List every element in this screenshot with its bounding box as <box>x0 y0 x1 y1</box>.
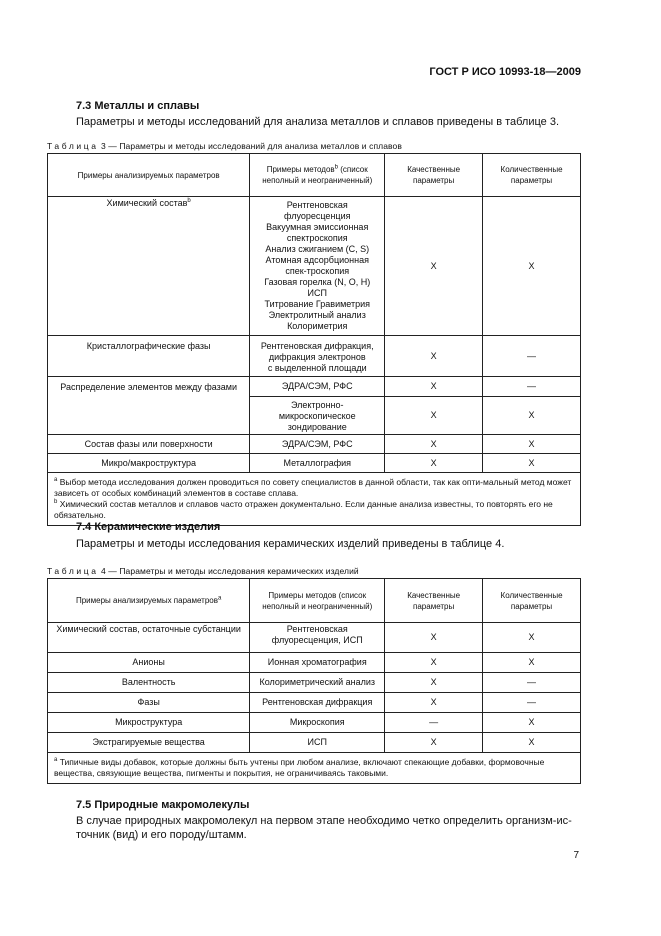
standard-header: ГОСТ Р ИСО 10993-18—2009 <box>429 66 581 78</box>
table-3-header-methods <box>250 154 385 197</box>
table-3-header-methods-b: (список неполный и неограниченный) <box>262 165 373 185</box>
table-cell-quantitative: X <box>483 623 581 653</box>
footnote-mark-a: a <box>217 595 222 602</box>
note-a-text: Типичные виды добавок, которые должны быть учтены при любом анализе, включают спекающие добавки, формовочные вещества, связующие вещества, пигменты и покрытия, не ограничиваясь таковыми. <box>54 757 545 778</box>
table-4-header-quantitative: Количественные параметры <box>483 579 581 623</box>
section-7-5-title: 7.5 Природные макромолекулы <box>76 799 250 811</box>
table-cell-qualitative: X <box>385 733 483 753</box>
table-cell-qualitative: X <box>385 454 483 473</box>
table-row <box>48 435 581 454</box>
table-3-note-b <box>54 499 574 521</box>
table-4-notes <box>48 753 581 784</box>
table-cell-param: Микро/макроструктура <box>48 454 250 473</box>
table-cell-method: Микроскопия <box>250 713 385 733</box>
table-row <box>48 653 581 673</box>
table-cell-param: Состав фазы или поверхности <box>48 435 250 454</box>
table-cell-qualitative: X <box>385 377 483 397</box>
table-3-caption-word: Таблица <box>47 141 99 151</box>
section-7-4-text: Параметры и методы исследования керамических изделий приведены в таблице 4. <box>76 538 505 550</box>
table-row <box>48 454 581 473</box>
table-cell-method: Рентгеновская флуоресценция, ИСП <box>250 623 385 653</box>
table-row <box>48 377 581 397</box>
table-cell-param: Валентность <box>48 673 250 693</box>
note-a-text: Выбор метода исследования должен проводиться по совету специалистов в данной области, так как опти-мальный метод может зависеть от особых комбинаций элементов в составе сплава. <box>54 477 572 498</box>
table-cell-quantitative: X <box>483 454 581 473</box>
table-3-caption-text: 3 — Параметры и методы исследований для анализа металлов и сплавов <box>101 141 402 151</box>
table-row <box>48 693 581 713</box>
table-cell-qualitative: X <box>385 397 483 435</box>
table-cell-param: Распределение элементов между фазами <box>48 377 250 435</box>
table-3 <box>47 153 581 526</box>
table-cell-method: Рентгеновская дифракция, дифракция электронов с выделенной площади <box>250 336 385 377</box>
table-cell-quantitative: X <box>483 197 581 336</box>
table-4-header-params-text: Примеры анализируемых параметров <box>75 596 218 605</box>
table-row <box>48 733 581 753</box>
table-3-header-methods-a: Примеры методов <box>266 165 335 174</box>
table-cell-method: Металлография <box>250 454 385 473</box>
table-cell-quantitative: X <box>483 397 581 435</box>
table-cell-method: Ионная хроматография <box>250 653 385 673</box>
table-3-header-qualitative: Качественные параметры <box>385 154 483 197</box>
table-4-header-methods: Примеры методов (список неполный и неограниченный) <box>250 579 385 623</box>
table-row <box>48 713 581 733</box>
table-4-header-qualitative: Качественные параметры <box>385 579 483 623</box>
table-cell-qualitative: X <box>385 693 483 713</box>
table-row <box>48 673 581 693</box>
param-text: Химический состав <box>106 198 188 208</box>
footnote-mark-b: b <box>187 198 191 204</box>
table-cell-quantitative: — <box>483 377 581 397</box>
footnote-mark-b: b <box>334 164 339 171</box>
table-3-notes-row <box>48 473 581 526</box>
table-cell-quantitative: X <box>483 435 581 454</box>
table-cell-param: Кристаллографические фазы <box>48 336 250 377</box>
table-cell-param: Экстрагируемые вещества <box>48 733 250 753</box>
section-7-4-title: 7.4 Керамические изделия <box>76 521 221 533</box>
table-4-note-a <box>54 757 574 779</box>
table-row <box>48 197 581 336</box>
table-cell-qualitative: X <box>385 623 483 653</box>
table-cell-qualitative: — <box>385 713 483 733</box>
table-4-notes-row <box>48 753 581 784</box>
table-cell-qualitative: X <box>385 653 483 673</box>
table-cell-method: ЭДРА/СЭМ, РФС <box>250 435 385 454</box>
footnote-mark-a: a <box>54 757 58 764</box>
table-3-header-quantitative: Количественные параметры <box>483 154 581 197</box>
table-4-header-row <box>48 579 581 623</box>
table-cell-param: Микроструктура <box>48 713 250 733</box>
table-cell-param: Химический состав, остаточные субстанции <box>48 623 250 653</box>
table-4 <box>47 578 581 784</box>
table-3-caption <box>47 141 402 151</box>
table-cell-method: ИСП <box>250 733 385 753</box>
table-cell-qualitative: X <box>385 673 483 693</box>
table-4-caption <box>47 566 359 576</box>
table-4-header-params <box>48 579 250 623</box>
table-3-header-row <box>48 154 581 197</box>
table-4-caption-text: 4 — Параметры и методы исследования керамических изделий <box>101 566 359 576</box>
table-3-notes <box>48 473 581 526</box>
table-cell-param <box>48 197 250 336</box>
table-cell-param: Фазы <box>48 693 250 713</box>
table-3-note-a <box>54 477 574 499</box>
table-cell-method: Электронно-микроскопическое зондирование <box>250 397 385 435</box>
table-cell-param: Анионы <box>48 653 250 673</box>
table-cell-method: Колориметрический анализ <box>250 673 385 693</box>
table-4-caption-word: Таблица <box>47 566 99 576</box>
table-cell-method: Рентгеновская дифракция <box>250 693 385 713</box>
table-row <box>48 623 581 653</box>
footnote-mark-a: a <box>54 477 58 484</box>
table-cell-method: ЭДРА/СЭМ, РФС <box>250 377 385 397</box>
table-cell-method: Рентгеновская флуоресценция Вакуумная эмиссионная спектроскопия Анализ сжиганием (C, S) Атомная адсорбционная спек-троскопия Газовая горелка (N, O, H) ИСП Титрование Гравиметрия Электролитный анализ Колориметрия <box>250 197 385 336</box>
table-row <box>48 336 581 377</box>
table-cell-qualitative: X <box>385 336 483 377</box>
table-3-header-params: Примеры анализируемых параметров <box>48 154 250 197</box>
section-7-5-text: В случае природных макромолекул на первом этапе необходимо четко определить организм-ис-точник (вид) и его породу/штамм. <box>76 815 572 841</box>
page-number: 7 <box>573 850 579 861</box>
section-7-3-title: 7.3 Металлы и сплавы <box>76 100 200 112</box>
footnote-mark-b: b <box>54 499 58 506</box>
table-cell-quantitative: — <box>483 336 581 377</box>
note-b-text: Химический состав металлов и сплавов часто отражен документально. Если данные анализа известны, то повторять его не обязательно. <box>54 499 553 520</box>
table-cell-quantitative: — <box>483 673 581 693</box>
table-cell-quantitative: — <box>483 693 581 713</box>
table-cell-qualitative: X <box>385 197 483 336</box>
table-cell-quantitative: X <box>483 653 581 673</box>
table-cell-quantitative: X <box>483 713 581 733</box>
section-7-3-text: Параметры и методы исследований для анализа металлов и сплавов приведены в таблице 3. <box>76 116 560 128</box>
table-cell-quantitative: X <box>483 733 581 753</box>
table-cell-qualitative: X <box>385 435 483 454</box>
